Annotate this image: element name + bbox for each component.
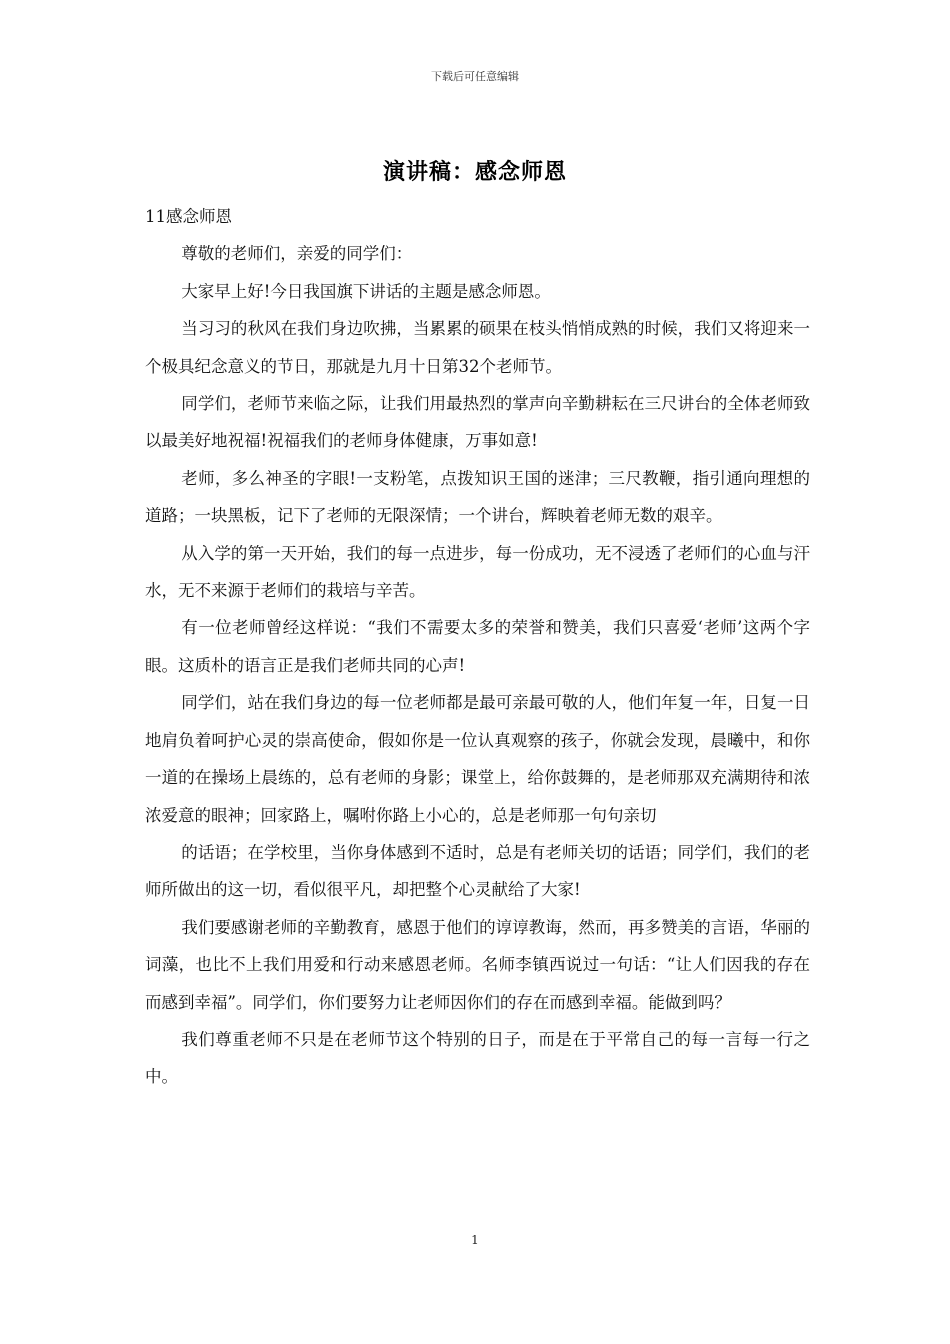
document-title: 演讲稿：感念师恩 (382, 160, 567, 185)
paragraph: 的话语；在学校里，当你身体感到不适时，总是有老师关切的话语；同学们，我们的老师所做出的这一切，看似很平凡，却把整个心灵献给了大家! (145, 842, 810, 900)
paragraph-greeting: 大家早上好!今日我国旗下讲话的主题是感念师恩。 (181, 281, 551, 301)
paragraph: 当习习的秋风在我们身边吹拂，当累累的硕果在枝头悄悄成熟的时候，我们又将迎来一个极具纪念意义的节日，那就是九月十日第32个老师节。 (145, 319, 810, 376)
paragraph: 同学们，老师节来临之际，让我们用最热烈的掌声向辛勤耕耘在三尺讲台的全体老师致以最美好地祝福!祝福我们的老师身体健康，万事如意! (145, 394, 810, 451)
document-body (145, 198, 810, 1096)
paragraph: 从入学的第一天开始，我们的每一点进步，每一份成功，无不浸透了老师们的心血与汗水，无不来源于老师们的栽培与辛苦。 (145, 543, 810, 601)
paragraph-salutation: 尊敬的老师们，亲爱的同学们： (181, 244, 413, 264)
paragraph: 老师，多么神圣的字眼!一支粉笔，点拨知识王国的迷津；三尺教鞭，指引通向理想的道路；一块黑板，记下了老师的无限深情；一个讲台，辉映着老师无数的艰辛。 (145, 468, 810, 526)
paragraph: 我们要感谢老师的辛勤教育，感恩于他们的谆谆教诲，然而，再多赞美的言语，华丽的词藻，也比不上我们用爱和行动来感恩老师。名师李镇西说过一句话：“让人们因我的存在而感到幸福”。同学们，你们要努力让老师因你们的存在而感到幸福。能做到吗？ (145, 917, 810, 1012)
paragraph: 我们尊重老师不只是在老师节这个特别的日子，而是在于平常自己的每一言每一行之中。 (145, 1029, 810, 1087)
header-note: 下载后可任意编辑 (431, 70, 519, 83)
page-number: 1 (471, 1233, 479, 1247)
section-label: 11感念师恩 (145, 207, 232, 226)
paragraph: 有一位老师曾经这样说：“我们不需要太多的荣誉和赞美，我们只喜爱‘老师’这两个字眼。这质朴的语言正是我们老师共同的心声! (145, 618, 810, 675)
paragraph: 同学们，站在我们身边的每一位老师都是最可亲最可敬的人，他们年复一年，日复一日地肩负着呵护心灵的崇高使命，假如你是一位认真观察的孩子，你就会发现，晨曦中，和你一道的在操场上晨练的，总有老师的身影；课堂上，给你鼓舞的，是老师那双充满期待和浓浓爱意的眼神；回家路上，嘱咐你路上小心的，总是老师那一句句亲切 (145, 693, 810, 825)
